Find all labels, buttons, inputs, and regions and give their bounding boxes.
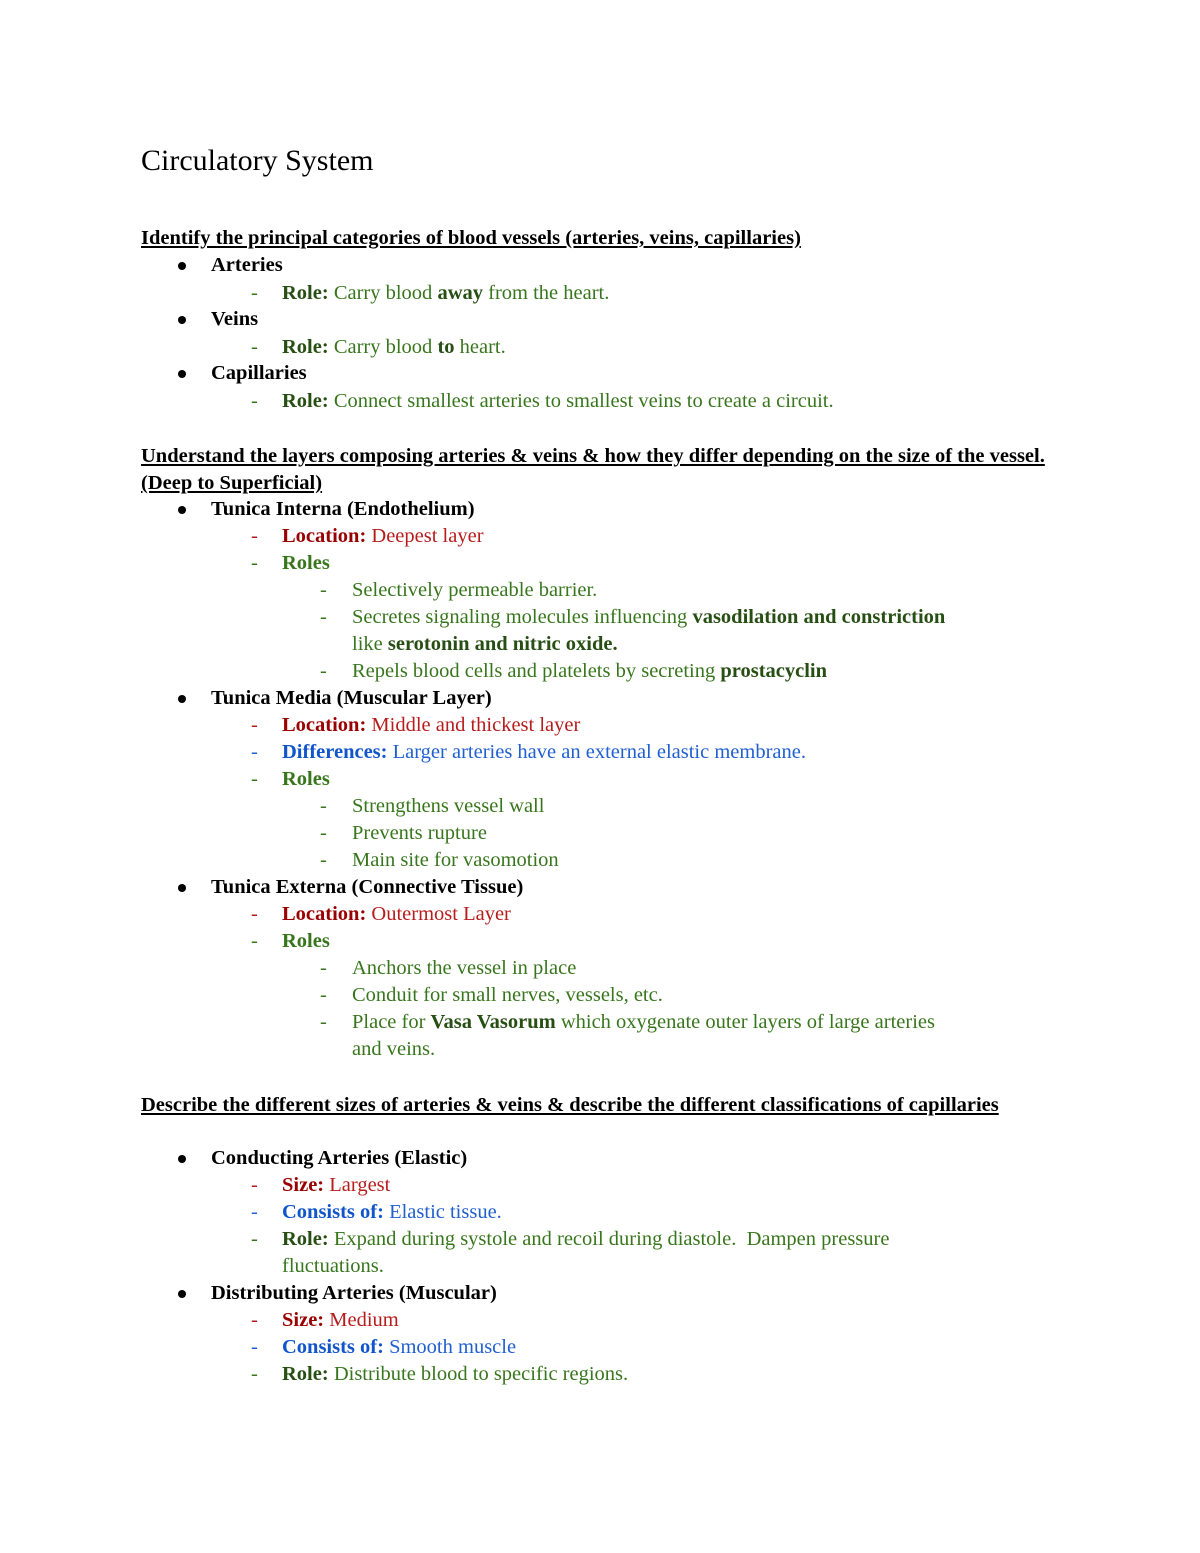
dash-icon: - [251, 552, 258, 574]
tunica-externa-label: Tunica Externa (Connective Tissue) [211, 876, 524, 898]
dash-icon: - [320, 849, 327, 871]
dash-icon: - [320, 795, 327, 817]
dash-icon: - [320, 822, 327, 844]
distributing-consists: Consists of: Smooth muscle [282, 1336, 517, 1358]
dash-icon: - [251, 282, 258, 304]
section3-heading: Describe the different sizes of arteries & veins & describe the different classifications of capillaries [141, 1094, 999, 1116]
interna-roles-label: Roles [282, 552, 330, 574]
arteries-role: Role: Carry blood away from the heart. [282, 282, 610, 304]
distributing-arteries-label: Distributing Arteries (Muscular) [211, 1282, 497, 1304]
dash-icon: - [320, 1011, 327, 1033]
dash-icon: - [320, 984, 327, 1006]
interna-role-1: Selectively permeable barrier. [352, 579, 598, 601]
page-title: Circulatory System [141, 144, 374, 177]
conducting-consists: Consists of: Elastic tissue. [282, 1201, 502, 1223]
capillaries-role: Role: Connect smallest arteries to smallest veins to create a circuit. [282, 390, 834, 412]
media-role-2: Prevents rupture [352, 822, 487, 844]
dash-icon: - [320, 957, 327, 979]
dash-icon: - [251, 525, 258, 547]
bullet-icon [178, 695, 186, 703]
section1-heading: Identify the principal categories of blood vessels (arteries, veins, capillaries) [141, 227, 801, 249]
media-roles-label: Roles [282, 768, 330, 790]
bullet-icon [178, 262, 186, 270]
conducting-size: Size: Largest [282, 1174, 391, 1196]
interna-location: Location: Deepest layer [282, 525, 484, 547]
bullet-icon [178, 1290, 186, 1298]
conducting-arteries-label: Conducting Arteries (Elastic) [211, 1147, 468, 1169]
interna-role-3: Repels blood cells and platelets by secreting prostacyclin [352, 660, 828, 682]
dash-icon: - [251, 1309, 258, 1331]
arteries-label: Arteries [211, 254, 283, 276]
externa-role-1: Anchors the vessel in place [352, 957, 577, 979]
media-differences: Differences: Larger arteries have an external elastic membrane. [282, 741, 806, 763]
tunica-interna-label: Tunica Interna (Endothelium) [211, 498, 475, 520]
bullet-icon [178, 316, 186, 324]
distributing-size: Size: Medium [282, 1309, 399, 1331]
section2-heading: Understand the layers composing arteries & veins & how they differ depending on the size of the vessel. (Deep to Superficial) [141, 445, 1045, 494]
dash-icon: - [251, 1363, 258, 1385]
externa-roles-label: Roles [282, 930, 330, 952]
dash-icon: - [320, 579, 327, 601]
veins-label: Veins [211, 308, 259, 330]
dash-icon: - [251, 1174, 258, 1196]
bullet-icon [178, 1155, 186, 1163]
dash-icon: - [251, 1228, 258, 1250]
dash-icon: - [251, 336, 258, 358]
dash-icon: - [320, 660, 327, 682]
media-role-1: Strengthens vessel wall [352, 795, 545, 817]
media-location: Location: Middle and thickest layer [282, 714, 581, 736]
veins-role: Role: Carry blood to heart. [282, 336, 506, 358]
capillaries-label: Capillaries [211, 362, 307, 384]
dash-icon: - [251, 903, 258, 925]
conducting-role: Role: Expand during systole and recoil during diastole. Dampen pressure [282, 1228, 890, 1250]
externa-role-2: Conduit for small nerves, vessels, etc. [352, 984, 663, 1006]
bullet-icon [178, 884, 186, 892]
dash-icon: - [251, 768, 258, 790]
conducting-role-cont: fluctuations. [282, 1255, 384, 1277]
interna-role-2: Secretes signaling molecules influencing vasodilation and constriction [352, 606, 946, 628]
interna-role-2-cont: like serotonin and nitric oxide. [352, 633, 618, 655]
externa-role-3: Place for Vasa Vasorum which oxygenate outer layers of large arteries [352, 1011, 935, 1033]
tunica-media-label: Tunica Media (Muscular Layer) [211, 687, 492, 709]
bullet-icon [178, 506, 186, 514]
dash-icon: - [251, 1336, 258, 1358]
dash-icon: - [251, 714, 258, 736]
dash-icon: - [251, 1201, 258, 1223]
bullet-icon [178, 370, 186, 378]
dash-icon: - [320, 606, 327, 628]
dash-icon: - [251, 930, 258, 952]
distributing-role: Role: Distribute blood to specific regions. [282, 1363, 629, 1385]
media-role-3: Main site for vasomotion [352, 849, 559, 871]
dash-icon: - [251, 390, 258, 412]
externa-role-3-cont: and veins. [352, 1038, 436, 1060]
dash-icon: - [251, 741, 258, 763]
externa-location: Location: Outermost Layer [282, 903, 511, 925]
